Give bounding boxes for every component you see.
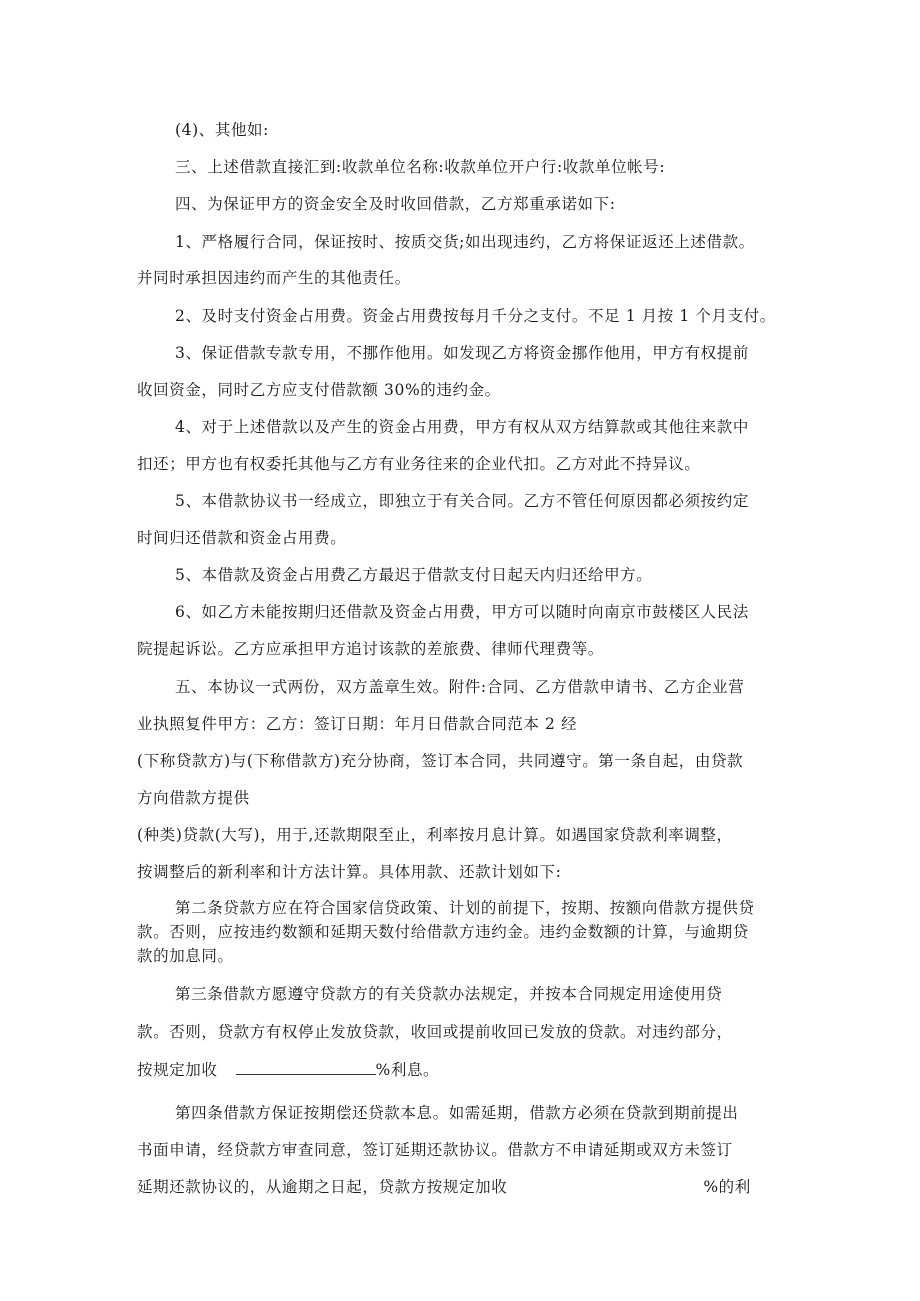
promise-1-line-2: 并同时承担因违约而产生的其他责任。	[137, 269, 411, 287]
promise-4-line-1: 4、对于上述借款以及产生的资金占用费，甲方有权从双方结算款或其他往来款中	[175, 418, 749, 436]
section-4-heading: 四、为保证甲方的资金安全及时收回借款，乙方郑重承诺如下:	[175, 195, 616, 213]
promise-6-line-1: 6、如乙方未能按期归还借款及资金占用费，甲方可以随时向南京市鼓楼区人民法	[175, 603, 749, 621]
article-4-line-3	[137, 1177, 751, 1197]
article-4-surcharge-suffix: %的利	[703, 1178, 751, 1196]
section-5-line-2: 业执照复件甲方：乙方：签订日期：年月日借款合同范本 2 经	[137, 715, 578, 733]
article-3-line-2: 款。否则，贷款方有权停止发放贷款，收回或提前收回已发放的贷款。对违约部分，	[137, 1023, 733, 1041]
promise-5-line-1: 5、本借款协议书一经成立，即独立于有关合同。乙方不管任何原因都必须按约定	[175, 492, 749, 510]
promise-5-line-2: 时间归还借款和资金占用费。	[137, 529, 347, 547]
section-3-remittance: 三、上述借款直接汇到:收款单位名称:收款单位开户行:收款单位帐号:	[175, 158, 666, 176]
promise-3-line-1: 3、保证借款专款专用，不挪作他用。如发现乙方将资金挪作他用，甲方有权提前	[175, 344, 749, 362]
article-3-surcharge-label: 按规定加收	[137, 1061, 218, 1079]
article-3-surcharge-suffix: %利息。	[375, 1061, 440, 1079]
article-3-line-1: 第三条借款方愿遵守贷款方的有关贷款办法规定，并按本合同规定用途使用贷	[175, 985, 723, 1003]
promise-6-line-2: 院提起诉讼。乙方应承担甲方追讨该款的差旅费、律师代理费等。	[137, 640, 604, 658]
article-2-line-3: 款的加息同。	[137, 947, 234, 965]
article-4-line-1: 第四条借款方保证按期偿还贷款本息。如需延期，借款方必须在贷款到期前提出	[175, 1104, 739, 1122]
promise-3-line-2: 收回资金，同时乙方应支付借款额 30%的违约金。	[137, 381, 501, 399]
article-4-surcharge-label: 延期还款协议的，从逾期之日起，贷款方按规定加收	[137, 1178, 508, 1196]
contract-intro-line-2: 方向借款方提供	[137, 789, 250, 807]
clause-4-other: (4)、其他如:	[175, 121, 269, 139]
promise-5b-line-1: 5、本借款及资金占用费乙方最迟于借款支付日起天内归还给甲方。	[175, 566, 653, 584]
promise-1-line-1: 1、严格履行合同，保证按时、按质交货;如出现违约，乙方将保证返还上述借款。	[175, 233, 755, 251]
promise-2-line-1: 2、及时支付资金占用费。资金占用费按每月千分之支付。不足 1 月按 1 个月支付。	[175, 307, 776, 325]
contract-intro-line-4: 按调整后的新利率和计方法计算。具体用款、还款计划如下:	[137, 863, 562, 881]
contract-intro-line-1: (下称贷款方)与(下称借款方)充分协商，签订本合同，共同遵守。第一条自起，由贷款	[137, 752, 744, 770]
contract-intro-line-3: (种类)贷款(大写)，用于,还款期限至止，利率按月息计算。如遇国家贷款利率调整，	[137, 826, 733, 844]
article-4-line-2: 书面申请，经贷款方审查同意，签订延期还款协议。借款方不申请延期或双方未签订	[137, 1141, 733, 1159]
promise-4-line-2: 扣还；甲方也有权委托其他与乙方有业务往来的企业代扣。乙方对此不持异议。	[137, 455, 701, 473]
surcharge-rate-blank	[236, 1060, 376, 1075]
article-3-line-3	[137, 1060, 439, 1080]
article-2-line-2: 款。否则，应按违约数额和延期天数付给借款方违约金。违约金数额的计算，与逾期贷	[137, 923, 749, 941]
section-5-line-1: 五、本协议一式两份，双方盖章生效。附件:合同、乙方借款申请书、乙方企业营	[175, 678, 745, 696]
article-2-line-1: 第二条贷款方应在符合国家信贷政策、计划的前提下，按期、按额向借款方提供贷	[175, 899, 755, 917]
